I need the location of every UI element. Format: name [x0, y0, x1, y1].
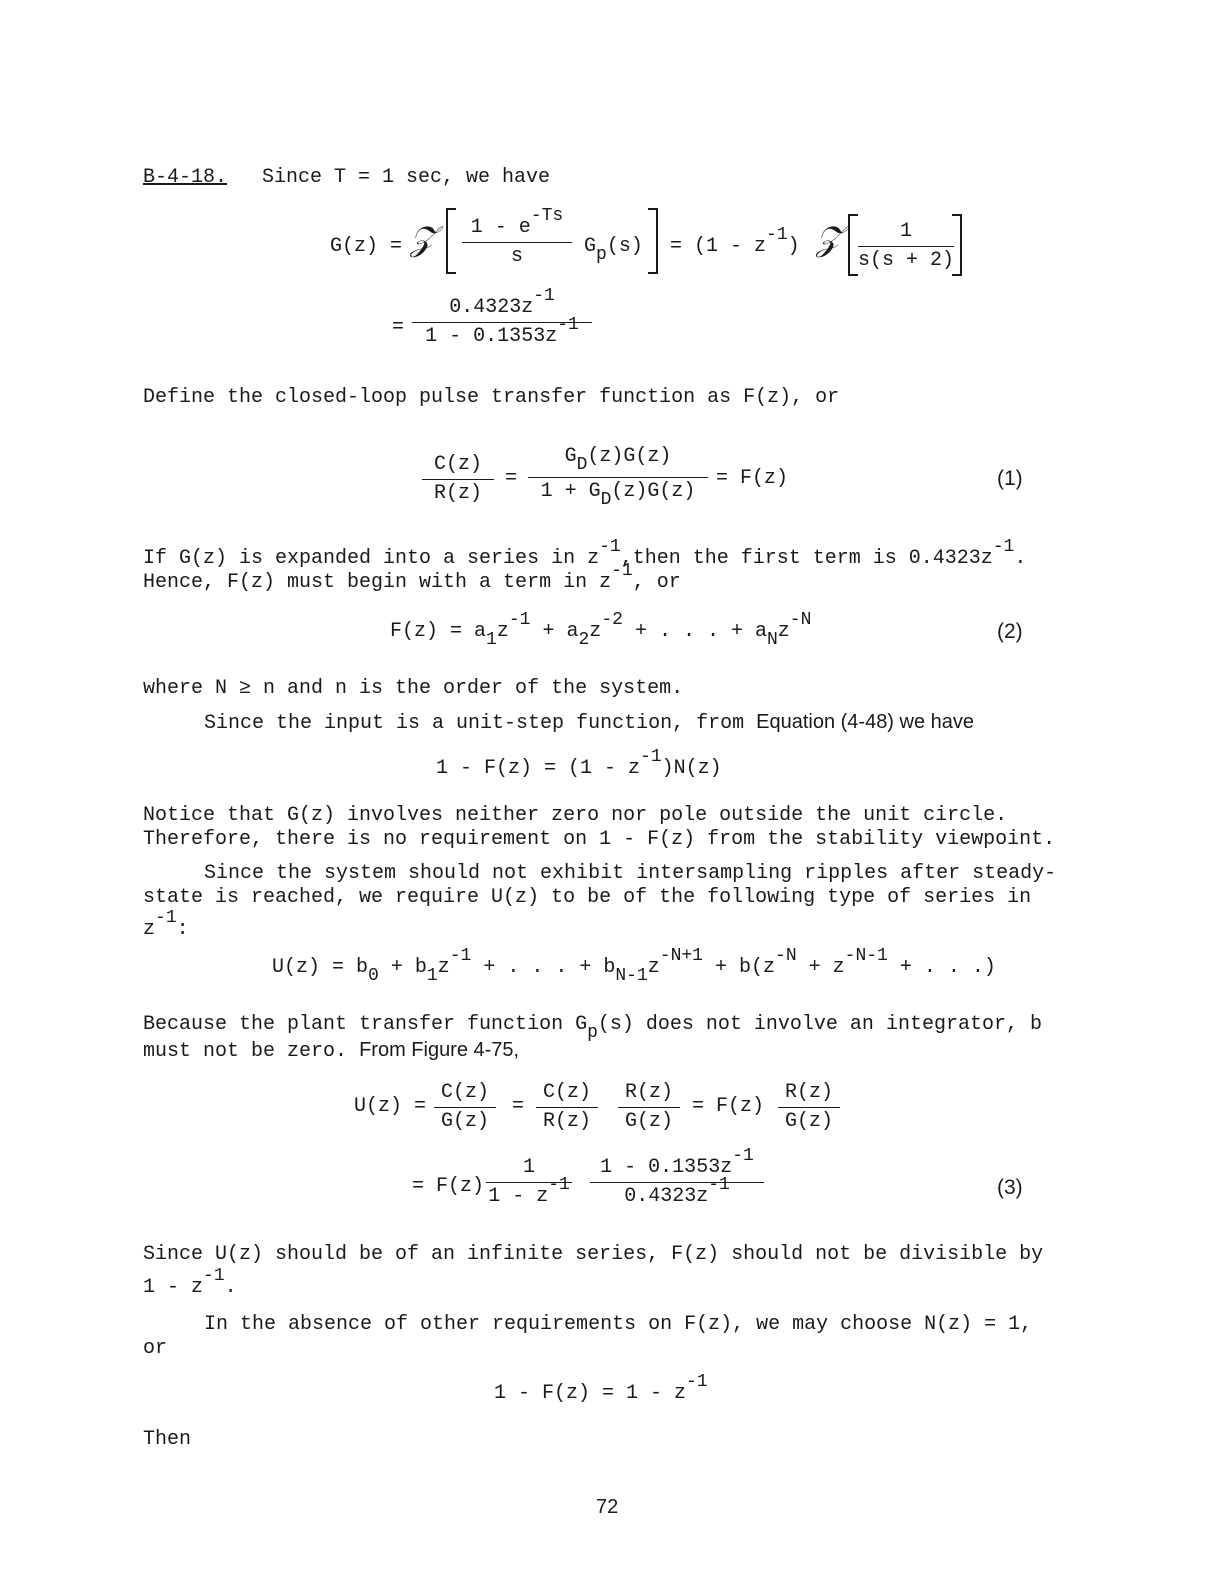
- ripple-line-2: state is reached, we require U(z) to be of the following type of series in: [143, 886, 1032, 909]
- notice-line-1: Notice that G(z) involves neither zero nor pole outside the unit circle.: [143, 804, 1008, 827]
- eq3-frac-1: C(z) G(z): [434, 1083, 496, 1132]
- right-bracket-2: [952, 214, 962, 276]
- eq3-frac-3: R(z) G(z): [618, 1083, 680, 1132]
- gz-lhs: G(z) =: [330, 235, 403, 258]
- eq3-eq-a: =: [512, 1095, 525, 1118]
- gz-fraction: 1 - e-Ts s: [462, 218, 572, 267]
- ripple-line-3: z-1:: [143, 908, 189, 941]
- gp-term: Gp(s): [584, 235, 643, 265]
- series-line-1: If G(z) is expanded into a series in z-1,then the first term is 0.4323z-1.: [143, 537, 1027, 570]
- equation-2: F(z) = a1z-1 + a2z-2 + . . . + aNz-N: [390, 610, 812, 650]
- or-text: or: [143, 1337, 168, 1360]
- equation-number-2: (2): [997, 620, 1023, 643]
- gz-eq2: =: [392, 316, 405, 339]
- notice-line-2: Therefore, there is no requirement on 1 - F(z) from the stability viewpoint.: [143, 828, 1056, 851]
- z-transform-symbol: 𝒵: [410, 219, 436, 259]
- because-line-1: Because the plant transfer function Gp(s) does not involve an integrator, b: [143, 1013, 1042, 1043]
- ripple-line-1: Since the system should not exhibit intersampling ripples after steady-: [204, 862, 1057, 885]
- intro-text: Since T = 1 sec, we have: [262, 166, 551, 189]
- page-number: 72: [596, 1496, 619, 1518]
- equation-unit-step: 1 - F(z) = (1 - z-1)N(z): [436, 747, 722, 780]
- since-input-text: Since the input is a unit-step function, from Equation (4-48) we have: [204, 711, 975, 735]
- eq1-rhs: = F(z): [716, 467, 789, 490]
- because-line-2: must not be zero. From Figure 4-75,: [143, 1039, 520, 1063]
- problem-label: B-4-18.: [143, 166, 228, 189]
- since-u-line-1: Since U(z) should be of an infinite series, F(z) should not be divisible by: [143, 1243, 1044, 1266]
- gz-fraction-2: 1 s(s + 2): [858, 220, 955, 272]
- define-text: Define the closed-loop pulse transfer function as F(z), or: [143, 386, 840, 409]
- eq3-eq-b: = F(z): [692, 1095, 765, 1118]
- z-transform-symbol-2: 𝒵: [816, 219, 842, 259]
- eq3-lhs: U(z) =: [354, 1095, 427, 1118]
- then-text: Then: [143, 1428, 192, 1451]
- eq3-frac-4: R(z) G(z): [778, 1083, 840, 1132]
- since-u-line-2: 1 - z-1.: [143, 1266, 237, 1299]
- eq1-equals: =: [505, 467, 518, 490]
- equation-number-1: (1): [997, 467, 1023, 490]
- where-text: where N ≥ n and n is the order of the system.: [143, 677, 684, 700]
- gz-mid: = (1 - z-1): [670, 225, 800, 258]
- eq3-frac-2: C(z) R(z): [536, 1083, 598, 1132]
- equation-u-series: U(z) = b0 + b1z-1 + . . . + bN-1z-N+1 + b(z-N + z-N-1 + . . .): [272, 946, 996, 986]
- right-bracket: [648, 208, 658, 274]
- eq3-line2-lhs: = F(z): [412, 1175, 485, 1198]
- absence-text: In the absence of other requirements on F(z), we may choose N(z) = 1,: [204, 1313, 1033, 1336]
- left-bracket-2: [848, 214, 858, 276]
- equation-final: 1 - F(z) = 1 - z-1: [494, 1372, 708, 1405]
- eq3-frac-g1: 1 1 - z-1: [486, 1158, 572, 1207]
- closed-loop-fraction: GD(z)G(z) 1 + GD(z)G(z): [528, 447, 708, 502]
- left-bracket: [446, 208, 456, 274]
- gz-result-fraction: 0.4323z-1 1 - 0.1353z-1: [412, 298, 592, 347]
- eq3-frac-g2: 1 - 0.1353z-1 0.4323z-1: [590, 1158, 764, 1207]
- equation-number-3: (3): [997, 1176, 1023, 1199]
- series-line-2: Hence, F(z) must begin with a term in z-1, or: [143, 561, 681, 594]
- cr-fraction: C(z) R(z): [422, 455, 494, 504]
